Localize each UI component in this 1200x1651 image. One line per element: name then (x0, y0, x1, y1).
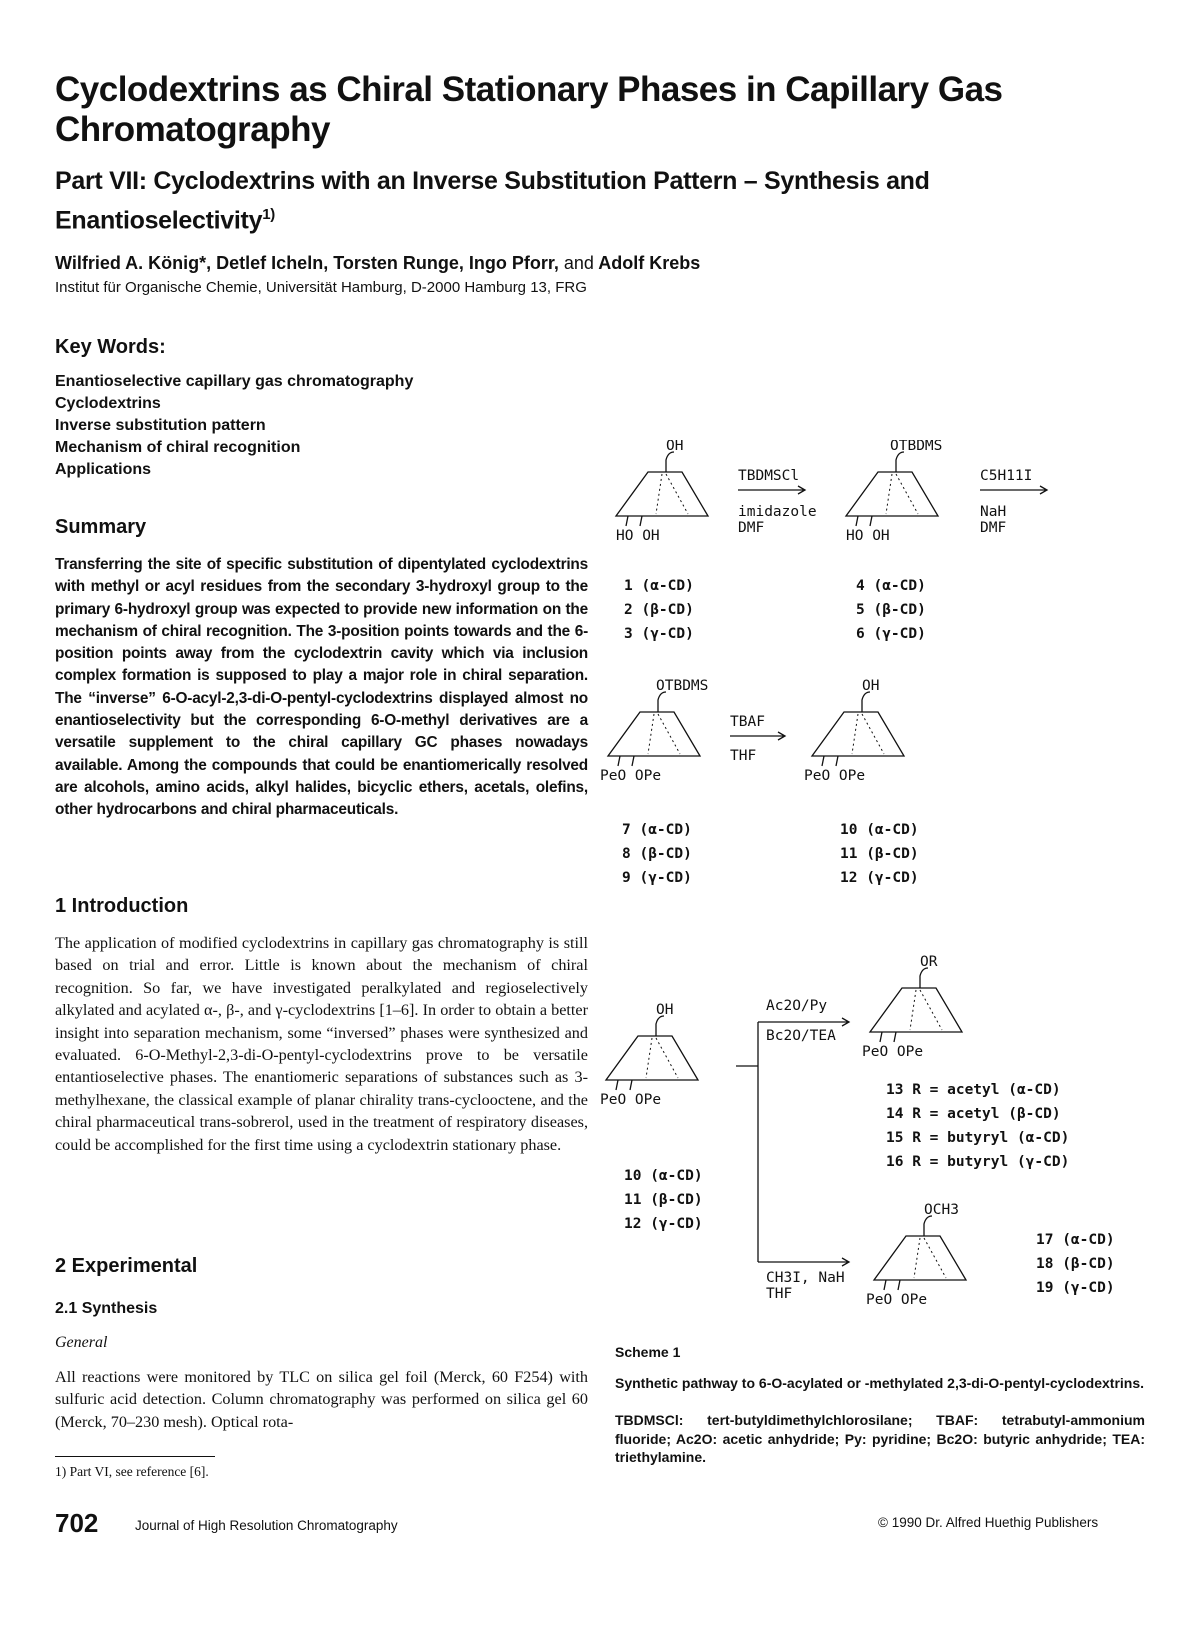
reaction-arrow-upper (758, 1018, 849, 1026)
compound-label: 19 (γ-CD) (1036, 1280, 1115, 1296)
scheme-caption: Synthetic pathway to 6-O-acylated or -methylated 2,3-di-O-pentyl-cyclodextrins. (615, 1375, 1145, 1391)
compound-label: 5 (β-CD) (856, 602, 926, 618)
reaction-arrow (730, 732, 785, 740)
reagent-label: DMF (980, 520, 1007, 536)
reaction-scheme (600, 440, 1180, 1320)
reagent-label: C5H11I (980, 468, 1033, 484)
summary-text: Transferring the site of specific substitution of dipentylated cyclodextrins with methyl or acyl residues from the secondary 3-hydroxyl group to the primary 6-hydroxyl group was expected to provide new information on the mechanism of chiral recognition. The 3-position points towards and the 6-position points away from the cyclodextrin cavity which via inclusion complex formation is supposed to play a major role in chiral separation. The “inverse” 6-O-acyl-2,3-di-O-pentyl-cyclodextrins displayed almost no enantioselectivity but the corresponding 6-O-methyl derivatives are a versatile supplement to the chiral capillary GC phases nowadays available. Among the compounds that could be enantiomerically resolved are alcohols, amino acids, alkyl halides, bicyclic ethers, acetals, olefins, other hydrocarbons and chiral pharmaceuticals. (55, 556, 588, 819)
reagent-label: Bc2O/TEA (766, 1028, 836, 1044)
compound-label: 7 (α-CD) (622, 822, 692, 838)
substituent-label: PeO OPe (600, 1092, 662, 1108)
compound-label: 12 (γ-CD) (840, 870, 919, 886)
author-and: and (563, 253, 594, 273)
key-words-heading: Key Words: (55, 336, 166, 358)
general-text: All reactions were monitored by TLC on silica gel foil (Merck, 60 F254) with sulfuric acid detection. Column chromatography was performed on silica gel 60 (Merck, 70–230 mesh). Optical rota- (55, 1368, 588, 1431)
cyclodextrin-13-structure (862, 954, 962, 1060)
reagent-label: TBAF (730, 714, 765, 730)
key-word-item: Enantioselective capillary gas chromatography (55, 373, 414, 390)
substituent-label: HO OH (846, 528, 890, 544)
scheme-abbreviations: TBDMSCl: tert-butyldimethylchlorosilane; TBAF: tetrabutyl-ammonium fluoride; Ac2O: acetic anhydride; Py: pyridine; Bc2O: butyric anhydride; TEA: triethylamine. (615, 1412, 1145, 1465)
substituent-label: PeO OPe (804, 768, 866, 784)
footnote-rule (55, 1456, 215, 1457)
general-subheading: General (55, 1334, 108, 1351)
key-words-list (55, 371, 413, 481)
key-word-item: Inverse substitution pattern (55, 417, 266, 434)
author-last: Adolf Krebs (598, 253, 701, 273)
copyright-notice: © 1990 Dr. Alfred Huethig Publishers (878, 1515, 1099, 1530)
substituent-label: OH (656, 1002, 674, 1018)
substituent-label: OTBDMS (890, 440, 943, 454)
key-word-item: Applications (55, 461, 152, 478)
experimental-heading: 2 Experimental (55, 1255, 198, 1277)
introduction-text: The application of modified cyclodextrins in capillary gas chromatography is still based on trial and error. Little is known about the mechanism of chiral recognition. So far, we have investigated peralkylated and regioselectively alkylated and acylated α-, β-, and γ-cyclodextrins [1–6]. In order to obtain a better insight into separation mechanism, some “inversed” phases were synthesized and evaluated. 6-O-Methyl-2,3-di-O-pentyl-cyclodextrins prove to be versatile entantioselective phases. The enantiomeric separations of substances such as 3-methylhexane, the classical example of planar chirality trans-cyclooctene, and the chiral pharmaceutical trans-sobrerol, used in the treatment of respiratory diseases, could be accomplished for the first time using a cyclodextrin stationary phase. (55, 934, 588, 1154)
compound-label: 15 R = butyryl (α-CD) (886, 1130, 1070, 1146)
compound-label: 12 (γ-CD) (624, 1216, 703, 1232)
substituent-label: OTBDMS (656, 678, 709, 694)
article-subtitle (55, 165, 955, 237)
substituent-label: OH (862, 678, 880, 694)
journal-name: Journal of High Resolution Chromatography (135, 1518, 398, 1533)
reaction-arrow (738, 486, 805, 494)
page-number: 702 (55, 1508, 99, 1538)
cyclodextrin-10-start-structure (600, 1002, 698, 1108)
reagent-label: DMF (738, 520, 765, 536)
substituent-label: PeO OPe (600, 768, 662, 784)
cyclodextrin-1-structure (616, 440, 708, 544)
reaction-arrow-lower (758, 1258, 849, 1266)
article-title: Cyclodextrins as Chiral Stationary Phases in Capillary Gas Chromatography (55, 70, 1003, 149)
cyclodextrin-17-structure (866, 1202, 966, 1308)
substituent-label: PeO OPe (866, 1292, 928, 1308)
substituent-label: HO OH (616, 528, 660, 544)
reaction-arrow (980, 486, 1047, 494)
cyclodextrin-7-structure (600, 678, 708, 784)
subtitle-text: Part VII: Cyclodextrins with an Inverse Substitution Pattern – Synthesis and Enantioselectivity (55, 167, 930, 235)
compound-label: 10 (α-CD) (624, 1168, 703, 1184)
cyclodextrin-4-structure (846, 440, 942, 544)
compound-label: 16 R = butyryl (γ-CD) (886, 1154, 1070, 1170)
scheme-title: Scheme 1 (615, 1344, 681, 1360)
compound-label: 2 (β-CD) (624, 602, 694, 618)
reagent-label: Ac2O/Py (766, 998, 828, 1014)
author-names: Wilfried A. König*, Detlef Icheln, Torsten Runge, Ingo Pforr, (55, 253, 559, 273)
compound-label: 4 (α-CD) (856, 578, 926, 594)
reagent-label: TBDMSCl (738, 468, 800, 484)
affiliation: Institut für Organische Chemie, Universität Hamburg, D-2000 Hamburg 13, FRG (55, 279, 587, 296)
compound-label: 10 (α-CD) (840, 822, 919, 838)
reagent-label: CH3I, NaH (766, 1270, 845, 1286)
substituent-label: PeO OPe (862, 1044, 924, 1060)
introduction-heading: 1 Introduction (55, 895, 189, 917)
compound-label: 13 R = acetyl (α-CD) (886, 1082, 1061, 1098)
cyclodextrin-10-structure (804, 678, 904, 784)
reagent-label: imidazole (738, 504, 817, 520)
compound-label: 17 (α-CD) (1036, 1232, 1115, 1248)
substituent-label: OCH3 (924, 1202, 959, 1218)
author-list (55, 253, 700, 274)
key-word-item: Cyclodextrins (55, 395, 161, 412)
compound-label: 14 R = acetyl (β-CD) (886, 1106, 1061, 1122)
subtitle-footnote-mark: 1) (262, 206, 275, 223)
reagent-label: THF (730, 748, 757, 764)
reagent-label: NaH (980, 504, 1007, 520)
compound-label: 1 (α-CD) (624, 578, 694, 594)
compound-label: 11 (β-CD) (840, 846, 919, 862)
compound-label: 18 (β-CD) (1036, 1256, 1115, 1272)
reagent-label: THF (766, 1286, 793, 1302)
compound-label: 6 (γ-CD) (856, 626, 926, 642)
compound-label: 9 (γ-CD) (622, 870, 692, 886)
substituent-label: OH (666, 440, 684, 454)
summary-heading: Summary (55, 516, 147, 538)
key-word-item: Mechanism of chiral recognition (55, 439, 301, 456)
footnote: 1) Part VI, see reference [6]. (55, 1464, 209, 1479)
compound-label: 11 (β-CD) (624, 1192, 703, 1208)
substituent-label: OR (920, 954, 938, 970)
compound-label: 8 (β-CD) (622, 846, 692, 862)
compound-label: 3 (γ-CD) (624, 626, 694, 642)
synthesis-subheading: 2.1 Synthesis (55, 1300, 158, 1317)
